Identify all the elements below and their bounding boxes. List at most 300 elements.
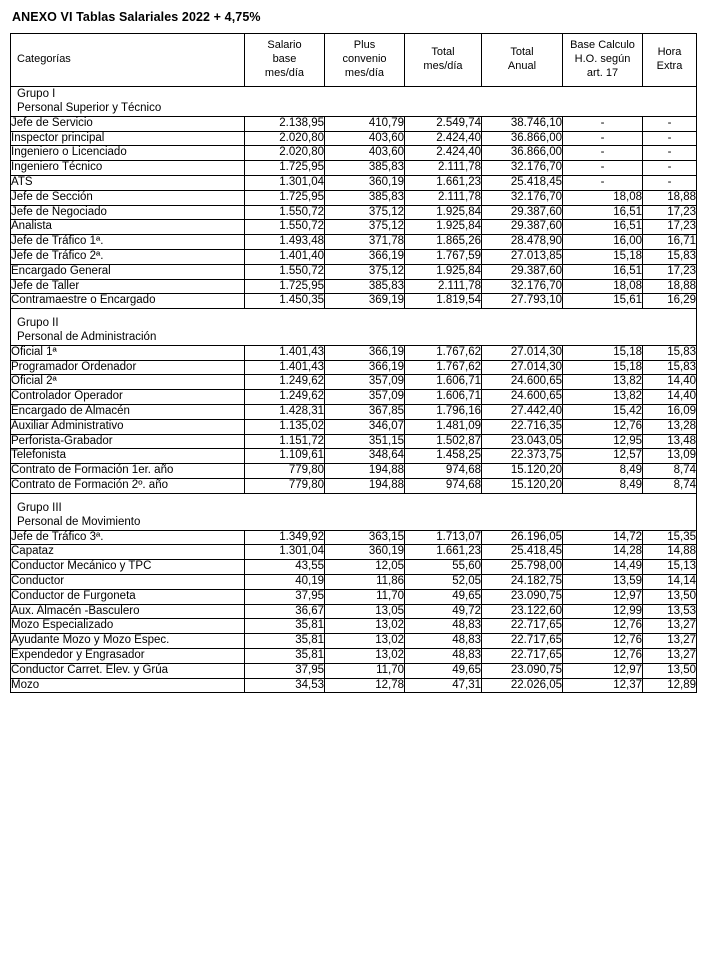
cell-plus: 375,12 xyxy=(325,220,405,235)
table-row xyxy=(11,464,697,479)
cell-total-mes: 49,72 xyxy=(405,604,482,619)
cell-total-mes: 1.767,62 xyxy=(405,360,482,375)
cell-total-anual: 25.418,45 xyxy=(482,175,563,190)
cell-hora-extra: 13,09 xyxy=(643,449,697,464)
cell-base-ho: 14,49 xyxy=(563,560,643,575)
cell-salario: 1.109,61 xyxy=(245,449,325,464)
cell-base-ho: 8,49 xyxy=(563,464,643,479)
cell-hora-extra: 17,23 xyxy=(643,205,697,220)
table-row xyxy=(11,560,697,575)
cell-total-mes: 1.925,84 xyxy=(405,205,482,220)
table-row xyxy=(11,449,697,464)
spacer-cell xyxy=(11,309,697,317)
cell-total-mes: 1.606,71 xyxy=(405,375,482,390)
cell-base-ho: 16,51 xyxy=(563,264,643,279)
cell-salario: 35,81 xyxy=(245,648,325,663)
cell-hora-extra: 8,74 xyxy=(643,479,697,494)
cell-plus: 375,12 xyxy=(325,264,405,279)
cell-plus: 366,19 xyxy=(325,345,405,360)
cell-total-anual: 24.182,75 xyxy=(482,574,563,589)
cell-plus: 11,70 xyxy=(325,663,405,678)
cell-salario: 1.151,72 xyxy=(245,434,325,449)
cell-hora-extra: 16,71 xyxy=(643,235,697,250)
cell-hora-extra: 13,27 xyxy=(643,619,697,634)
group-title-row xyxy=(11,330,697,345)
cell-plus: 403,60 xyxy=(325,131,405,146)
cell-base-ho: 13,82 xyxy=(563,375,643,390)
cell-total-mes: 1.865,26 xyxy=(405,235,482,250)
cell-salario: 1.725,95 xyxy=(245,161,325,176)
cell-total-anual: 29.387,60 xyxy=(482,220,563,235)
group-subtitle: Personal Superior y Técnico xyxy=(11,101,697,116)
table-row xyxy=(11,360,697,375)
cell-plus: 194,88 xyxy=(325,479,405,494)
category-label: Inspector principal xyxy=(11,131,245,146)
cell-total-anual: 22.716,35 xyxy=(482,419,563,434)
category-label: Oficial 2ª xyxy=(11,375,245,390)
cell-base-ho: - xyxy=(563,161,643,176)
cell-salario: 35,81 xyxy=(245,619,325,634)
cell-hora-extra: 13,48 xyxy=(643,434,697,449)
cell-base-ho: 18,08 xyxy=(563,279,643,294)
cell-salario: 779,80 xyxy=(245,464,325,479)
cell-hora-extra: 15,83 xyxy=(643,360,697,375)
cell-hora-extra: 13,27 xyxy=(643,634,697,649)
cell-total-anual: 32.176,70 xyxy=(482,161,563,176)
header-row xyxy=(11,34,697,87)
cell-total-mes: 974,68 xyxy=(405,479,482,494)
cell-hora-extra: 14,40 xyxy=(643,390,697,405)
cell-hora-extra: 14,88 xyxy=(643,545,697,560)
table-row xyxy=(11,589,697,604)
cell-base-ho: 15,18 xyxy=(563,360,643,375)
cell-base-ho: 16,51 xyxy=(563,220,643,235)
cell-salario: 1.401,43 xyxy=(245,345,325,360)
cell-salario: 1.301,04 xyxy=(245,545,325,560)
cell-total-anual: 15.120,20 xyxy=(482,479,563,494)
category-label: Controlador Operador xyxy=(11,390,245,405)
cell-base-ho: - xyxy=(563,131,643,146)
header-label-line3: mes/día xyxy=(344,66,385,79)
cell-base-ho: 18,08 xyxy=(563,190,643,205)
cell-salario: 35,81 xyxy=(245,634,325,649)
table-row xyxy=(11,279,697,294)
cell-total-anual: 22.717,65 xyxy=(482,648,563,663)
cell-base-ho: 12,76 xyxy=(563,634,643,649)
cell-total-mes: 1.661,23 xyxy=(405,545,482,560)
table-row xyxy=(11,375,697,390)
cell-total-anual: 28.478,90 xyxy=(482,235,563,250)
header-label-line3: mes/día xyxy=(264,66,305,79)
salary-table xyxy=(10,33,697,693)
table-row xyxy=(11,220,697,235)
category-label: Conductor Carret. Elev. y Grúa xyxy=(11,663,245,678)
cell-salario: 43,55 xyxy=(245,560,325,575)
column-header-plus-convenio xyxy=(325,34,405,87)
cell-plus: 13,02 xyxy=(325,634,405,649)
cell-salario: 1.249,62 xyxy=(245,375,325,390)
cell-total-mes: 1.925,84 xyxy=(405,264,482,279)
cell-total-anual: 22.373,75 xyxy=(482,449,563,464)
cell-total-anual: 29.387,60 xyxy=(482,264,563,279)
cell-hora-extra: 14,14 xyxy=(643,574,697,589)
cell-base-ho: 16,00 xyxy=(563,235,643,250)
cell-total-anual: 27.014,30 xyxy=(482,360,563,375)
cell-salario: 1.428,31 xyxy=(245,405,325,420)
category-label: Telefonista xyxy=(11,449,245,464)
cell-salario: 34,53 xyxy=(245,678,325,693)
category-label: Mozo Especializado xyxy=(11,619,245,634)
cell-total-anual: 23.043,05 xyxy=(482,434,563,449)
cell-base-ho: 14,28 xyxy=(563,545,643,560)
cell-base-ho: - xyxy=(563,116,643,131)
table-row xyxy=(11,479,697,494)
category-label: Jefe de Tráfico 2ª. xyxy=(11,249,245,264)
category-label: ATS xyxy=(11,175,245,190)
cell-base-ho: 12,97 xyxy=(563,589,643,604)
group-title-row xyxy=(11,501,697,515)
table-row xyxy=(11,264,697,279)
cell-plus: 351,15 xyxy=(325,434,405,449)
cell-plus: 194,88 xyxy=(325,464,405,479)
category-label: Conductor xyxy=(11,574,245,589)
cell-salario: 1.550,72 xyxy=(245,220,325,235)
cell-plus: 12,05 xyxy=(325,560,405,575)
cell-plus: 385,83 xyxy=(325,190,405,205)
header-label-line2: Anual xyxy=(507,60,537,72)
table-row xyxy=(11,419,697,434)
cell-total-anual: 22.026,05 xyxy=(482,678,563,693)
cell-plus: 13,05 xyxy=(325,604,405,619)
cell-plus: 11,70 xyxy=(325,589,405,604)
header-label-line1: Base Calculo xyxy=(570,39,635,52)
table-row xyxy=(11,345,697,360)
cell-total-mes: 55,60 xyxy=(405,560,482,575)
category-label: Ayudante Mozo y Mozo Espec. xyxy=(11,634,245,649)
table-row xyxy=(11,545,697,560)
cell-hora-extra: 15,83 xyxy=(643,249,697,264)
cell-total-mes: 1.767,59 xyxy=(405,249,482,264)
header-label-line1: Total xyxy=(510,46,534,59)
cell-hora-extra: 13,28 xyxy=(643,419,697,434)
category-label: Auxiliar Administrativo xyxy=(11,419,245,434)
cell-plus: 13,02 xyxy=(325,619,405,634)
cell-plus: 366,19 xyxy=(325,360,405,375)
cell-plus: 346,07 xyxy=(325,419,405,434)
cell-total-mes: 52,05 xyxy=(405,574,482,589)
group-subtitle: Personal de Administración xyxy=(11,330,697,345)
cell-total-anual: 36.866,00 xyxy=(482,146,563,161)
cell-total-mes: 2.549,74 xyxy=(405,116,482,131)
column-header-base-calculo xyxy=(563,34,643,87)
table-row xyxy=(11,604,697,619)
cell-salario: 1.550,72 xyxy=(245,264,325,279)
cell-total-mes: 1.458,25 xyxy=(405,449,482,464)
cell-total-mes: 1.606,71 xyxy=(405,390,482,405)
cell-total-anual: 25.418,45 xyxy=(482,545,563,560)
cell-plus: 403,60 xyxy=(325,146,405,161)
cell-hora-extra: 15,35 xyxy=(643,530,697,545)
cell-plus: 367,85 xyxy=(325,405,405,420)
cell-total-mes: 2.111,78 xyxy=(405,190,482,205)
table-row xyxy=(11,205,697,220)
cell-total-mes: 1.925,84 xyxy=(405,220,482,235)
cell-total-mes: 2.424,40 xyxy=(405,146,482,161)
cell-base-ho: 12,76 xyxy=(563,419,643,434)
cell-plus: 360,19 xyxy=(325,545,405,560)
spacer-row xyxy=(11,309,697,317)
cell-base-ho: - xyxy=(563,146,643,161)
category-label: Perforista-Grabador xyxy=(11,434,245,449)
cell-total-mes: 48,83 xyxy=(405,648,482,663)
cell-base-ho: 12,97 xyxy=(563,663,643,678)
cell-base-ho: 12,76 xyxy=(563,648,643,663)
cell-plus: 385,83 xyxy=(325,161,405,176)
cell-salario: 779,80 xyxy=(245,479,325,494)
spacer-row xyxy=(11,493,697,501)
cell-total-mes: 2.111,78 xyxy=(405,279,482,294)
cell-salario: 37,95 xyxy=(245,663,325,678)
header-label-line2: Extra xyxy=(656,60,683,72)
column-header-total-mes xyxy=(405,34,482,87)
cell-total-anual: 23.122,60 xyxy=(482,604,563,619)
cell-total-anual: 23.090,75 xyxy=(482,663,563,678)
cell-total-anual: 27.442,40 xyxy=(482,405,563,420)
group-name: Grupo I xyxy=(11,87,697,102)
cell-salario: 1.550,72 xyxy=(245,205,325,220)
cell-base-ho: 8,49 xyxy=(563,479,643,494)
column-header-hora-extra xyxy=(643,34,697,87)
cell-plus: 375,12 xyxy=(325,205,405,220)
table-row xyxy=(11,294,697,309)
table-row xyxy=(11,190,697,205)
cell-salario: 1.249,62 xyxy=(245,390,325,405)
cell-total-mes: 2.424,40 xyxy=(405,131,482,146)
cell-plus: 357,09 xyxy=(325,375,405,390)
header-label-line1: Salario xyxy=(267,39,302,52)
cell-hora-extra: 14,40 xyxy=(643,375,697,390)
cell-total-anual: 22.717,65 xyxy=(482,634,563,649)
cell-total-mes: 1.502,87 xyxy=(405,434,482,449)
category-label: Encargado de Almacén xyxy=(11,405,245,420)
cell-hora-extra: 13,50 xyxy=(643,663,697,678)
cell-hora-extra: 16,09 xyxy=(643,405,697,420)
cell-hora-extra: - xyxy=(643,116,697,131)
cell-base-ho: 15,42 xyxy=(563,405,643,420)
cell-hora-extra: - xyxy=(643,131,697,146)
cell-hora-extra: - xyxy=(643,161,697,176)
table-header xyxy=(11,34,697,87)
cell-hora-extra: 12,89 xyxy=(643,678,697,693)
cell-total-mes: 1.819,54 xyxy=(405,294,482,309)
cell-base-ho: 13,82 xyxy=(563,390,643,405)
header-label-line2: H.O. según xyxy=(574,53,631,66)
cell-base-ho: 16,51 xyxy=(563,205,643,220)
column-header-categorias xyxy=(11,34,245,87)
category-label: Ingeniero o Licenciado xyxy=(11,146,245,161)
cell-total-mes: 48,83 xyxy=(405,634,482,649)
cell-hora-extra: 8,74 xyxy=(643,464,697,479)
cell-salario: 40,19 xyxy=(245,574,325,589)
cell-salario: 1.450,35 xyxy=(245,294,325,309)
category-label: Jefe de Servicio xyxy=(11,116,245,131)
cell-total-mes: 1.481,09 xyxy=(405,419,482,434)
category-label: Ingeniero Técnico xyxy=(11,161,245,176)
table-row xyxy=(11,175,697,190)
category-label: Expendedor y Engrasador xyxy=(11,648,245,663)
cell-total-mes: 1.713,07 xyxy=(405,530,482,545)
category-label: Aux. Almacén -Basculero xyxy=(11,604,245,619)
category-label: Contrato de Formación 1er. año xyxy=(11,464,245,479)
table-row xyxy=(11,131,697,146)
cell-total-anual: 25.798,00 xyxy=(482,560,563,575)
cell-base-ho: 12,95 xyxy=(563,434,643,449)
cell-hora-extra: 15,83 xyxy=(643,345,697,360)
cell-salario: 37,95 xyxy=(245,589,325,604)
cell-hora-extra: 17,23 xyxy=(643,220,697,235)
group-subtitle: Personal de Movimiento xyxy=(11,515,697,530)
cell-base-ho: 12,76 xyxy=(563,619,643,634)
cell-total-mes: 2.111,78 xyxy=(405,161,482,176)
cell-total-mes: 1.661,23 xyxy=(405,175,482,190)
cell-salario: 1.725,95 xyxy=(245,279,325,294)
cell-salario: 36,67 xyxy=(245,604,325,619)
cell-salario: 1.725,95 xyxy=(245,190,325,205)
cell-base-ho: 14,72 xyxy=(563,530,643,545)
cell-plus: 385,83 xyxy=(325,279,405,294)
cell-hora-extra: - xyxy=(643,146,697,161)
category-label: Jefe de Taller xyxy=(11,279,245,294)
table-row xyxy=(11,249,697,264)
cell-plus: 363,15 xyxy=(325,530,405,545)
cell-total-anual: 32.176,70 xyxy=(482,279,563,294)
cell-total-mes: 1.767,62 xyxy=(405,345,482,360)
cell-total-anual: 22.717,65 xyxy=(482,619,563,634)
table-row xyxy=(11,390,697,405)
category-label: Encargado General xyxy=(11,264,245,279)
cell-plus: 13,02 xyxy=(325,648,405,663)
category-label: Jefe de Tráfico 1ª. xyxy=(11,235,245,250)
cell-salario: 2.020,80 xyxy=(245,131,325,146)
cell-base-ho: 12,99 xyxy=(563,604,643,619)
category-label: Capataz xyxy=(11,545,245,560)
cell-total-mes: 47,31 xyxy=(405,678,482,693)
header-label-line2: base xyxy=(272,53,297,66)
header-label-line1: Plus xyxy=(353,39,376,52)
cell-total-mes: 974,68 xyxy=(405,464,482,479)
group-title-row xyxy=(11,316,697,330)
category-label: Conductor de Furgoneta xyxy=(11,589,245,604)
header-label-line1: Total xyxy=(431,46,455,59)
cell-base-ho: - xyxy=(563,175,643,190)
category-label: Programador Ordenador xyxy=(11,360,245,375)
category-label: Contrato de Formación 2º. año xyxy=(11,479,245,494)
cell-hora-extra: 15,13 xyxy=(643,560,697,575)
cell-total-mes: 1.796,16 xyxy=(405,405,482,420)
cell-total-mes: 49,65 xyxy=(405,589,482,604)
cell-hora-extra: 18,88 xyxy=(643,279,697,294)
table-row xyxy=(11,634,697,649)
header-label-line3: art. 17 xyxy=(586,66,619,79)
table-row xyxy=(11,619,697,634)
category-label: Contramaestre o Encargado xyxy=(11,294,245,309)
table-row xyxy=(11,678,697,693)
group-name: Grupo II xyxy=(11,316,697,330)
cell-total-anual: 24.600,65 xyxy=(482,375,563,390)
cell-base-ho: 12,57 xyxy=(563,449,643,464)
cell-total-mes: 49,65 xyxy=(405,663,482,678)
header-label-line2: convenio xyxy=(342,53,387,66)
cell-plus: 371,78 xyxy=(325,235,405,250)
cell-plus: 360,19 xyxy=(325,175,405,190)
cell-total-anual: 36.866,00 xyxy=(482,131,563,146)
table-row xyxy=(11,116,697,131)
table-row xyxy=(11,161,697,176)
cell-salario: 1.349,92 xyxy=(245,530,325,545)
group-title-row xyxy=(11,515,697,530)
cell-total-anual: 32.176,70 xyxy=(482,190,563,205)
page-title: ANEXO VI Tablas Salariales 2022 + 4,75% xyxy=(12,10,261,24)
cell-plus: 348,64 xyxy=(325,449,405,464)
cell-hora-extra: 16,29 xyxy=(643,294,697,309)
cell-plus: 357,09 xyxy=(325,390,405,405)
header-label-line2: mes/día xyxy=(423,60,463,72)
table-row xyxy=(11,663,697,678)
cell-hora-extra: - xyxy=(643,175,697,190)
category-label: Analista xyxy=(11,220,245,235)
cell-salario: 1.135,02 xyxy=(245,419,325,434)
cell-total-anual: 27.014,30 xyxy=(482,345,563,360)
category-label: Conductor Mecánico y TPC xyxy=(11,560,245,575)
cell-hora-extra: 13,50 xyxy=(643,589,697,604)
table-row xyxy=(11,530,697,545)
header-label-line1: Hora xyxy=(657,46,682,59)
category-label: Jefe de Negociado xyxy=(11,205,245,220)
cell-salario: 1.493,48 xyxy=(245,235,325,250)
table-row xyxy=(11,574,697,589)
column-header-total-anual xyxy=(482,34,563,87)
cell-total-anual: 15.120,20 xyxy=(482,464,563,479)
cell-total-anual: 27.793,10 xyxy=(482,294,563,309)
cell-salario: 2.138,95 xyxy=(245,116,325,131)
category-label: Oficial 1ª xyxy=(11,345,245,360)
cell-base-ho: 15,18 xyxy=(563,249,643,264)
column-header-salario-base xyxy=(245,34,325,87)
cell-total-anual: 29.387,60 xyxy=(482,205,563,220)
cell-base-ho: 15,61 xyxy=(563,294,643,309)
cell-total-anual: 27.013,85 xyxy=(482,249,563,264)
cell-hora-extra: 18,88 xyxy=(643,190,697,205)
group-title-row xyxy=(11,87,697,102)
cell-total-anual: 23.090,75 xyxy=(482,589,563,604)
cell-salario: 2.020,80 xyxy=(245,146,325,161)
cell-plus: 369,19 xyxy=(325,294,405,309)
header-label: Categorías xyxy=(17,53,71,66)
table-row xyxy=(11,405,697,420)
cell-hora-extra: 13,53 xyxy=(643,604,697,619)
group-title-row xyxy=(11,101,697,116)
cell-hora-extra: 13,27 xyxy=(643,648,697,663)
table-row xyxy=(11,146,697,161)
cell-plus: 12,78 xyxy=(325,678,405,693)
category-label: Jefe de Tráfico 3ª. xyxy=(11,530,245,545)
table-row xyxy=(11,648,697,663)
cell-total-mes: 48,83 xyxy=(405,619,482,634)
cell-total-anual: 26.196,05 xyxy=(482,530,563,545)
cell-salario: 1.401,40 xyxy=(245,249,325,264)
cell-hora-extra: 17,23 xyxy=(643,264,697,279)
table-row xyxy=(11,434,697,449)
